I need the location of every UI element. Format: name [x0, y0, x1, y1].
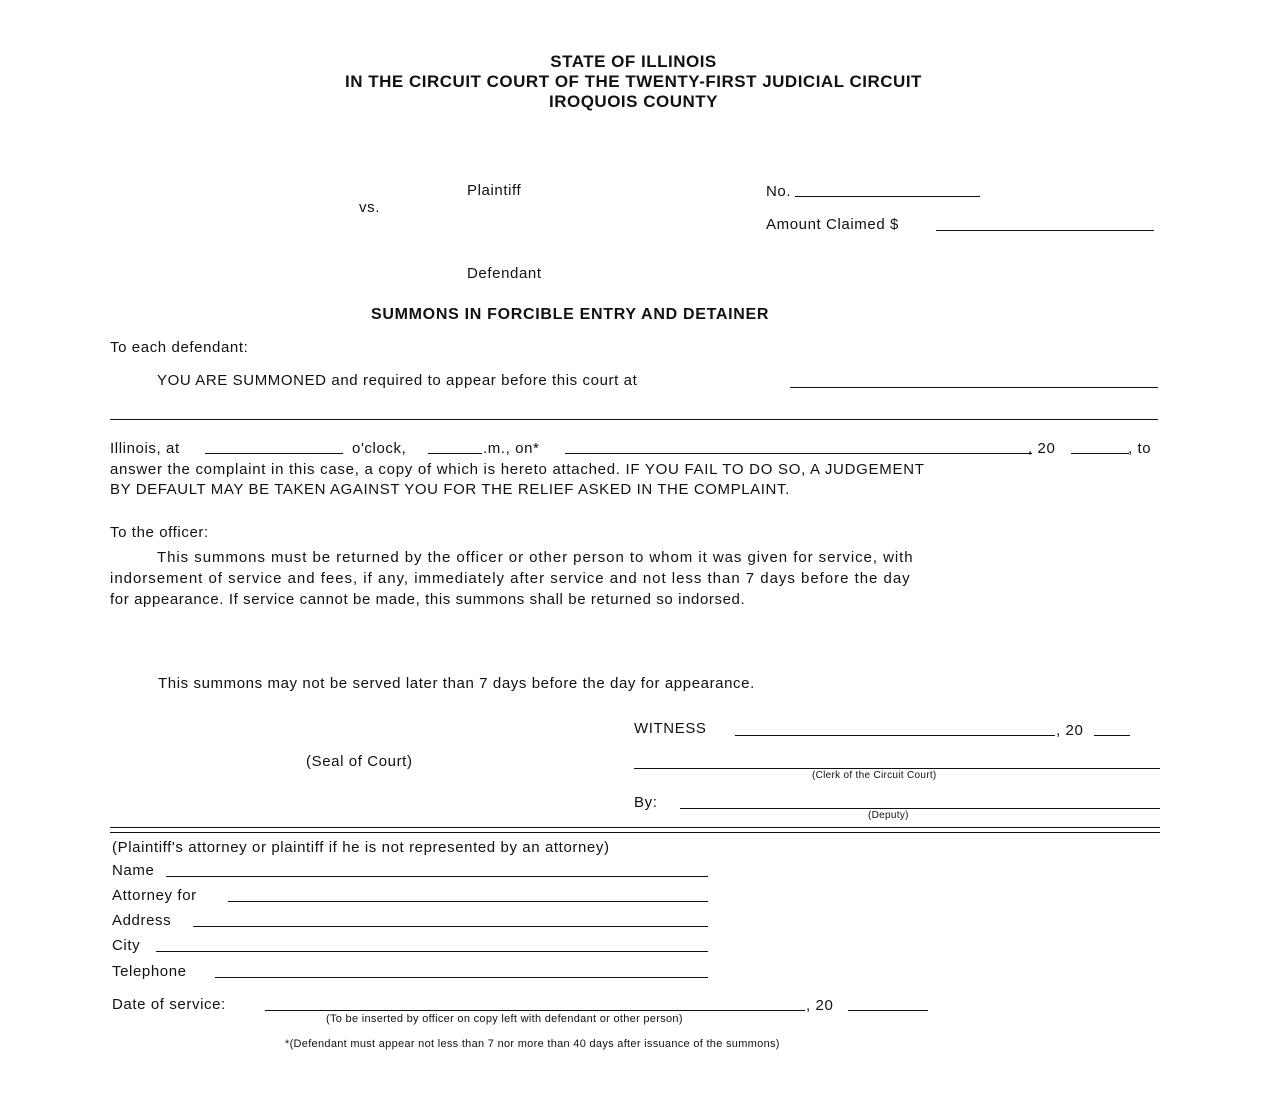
clerk-caption: (Clerk of the Circuit Court): [812, 770, 937, 781]
summoned-text: YOU ARE SUMMONED and required to appear before this court at: [157, 372, 638, 389]
service-note: (To be inserted by officer on copy left with defendant or other person): [326, 1013, 683, 1025]
vs-label: vs.: [359, 199, 380, 216]
header-state: STATE OF ILLINOIS: [550, 52, 717, 71]
date-of-service-field[interactable]: [265, 1010, 805, 1011]
appearance-date-field[interactable]: [565, 453, 1032, 454]
appearance-hour-field[interactable]: [205, 453, 343, 454]
divider-rule-bottom: [110, 832, 1160, 833]
witness-date-field[interactable]: [735, 735, 1055, 736]
attorney-name-label: Name: [112, 862, 155, 879]
appearance-year-field[interactable]: [1071, 453, 1129, 454]
amount-claimed-label: Amount Claimed $: [766, 216, 899, 233]
plaintiff-label: Plaintiff: [467, 182, 522, 199]
amount-claimed-field[interactable]: [936, 230, 1154, 231]
court-address-field[interactable]: [110, 419, 1158, 420]
case-number-field[interactable]: [795, 196, 980, 197]
by-label: By:: [634, 794, 658, 811]
to-defendant-label: To each defendant:: [110, 339, 249, 356]
divider-rule-top: [110, 827, 1160, 828]
to-label: , to: [1128, 440, 1152, 457]
attorney-telephone-label: Telephone: [112, 963, 187, 980]
witness-label: WITNESS: [634, 720, 707, 737]
case-number-label: No.: [766, 183, 792, 200]
header-court: IN THE CIRCUIT COURT OF THE TWENTY-FIRST JUDICIAL CIRCUIT: [345, 72, 922, 91]
m-on-label: .m., on*: [483, 440, 540, 457]
to-officer-label: To the officer:: [110, 524, 209, 541]
answer-text-line2: BY DEFAULT MAY BE TAKEN AGAINST YOU FOR THE RELIEF ASKED IN THE COMPLAINT.: [110, 481, 790, 498]
header-county: IROQUOIS COUNTY: [548, 92, 718, 111]
deputy-caption: (Deputy): [868, 810, 909, 821]
attorney-name-field[interactable]: [166, 876, 708, 877]
witness-year-prefix: , 20: [1056, 722, 1084, 739]
attorney-heading: (Plaintiff's attorney or plaintiff if he is not represented by an attorney): [112, 839, 610, 856]
service-year-prefix: , 20: [806, 997, 834, 1014]
clerk-signature-field[interactable]: [634, 768, 1160, 769]
service-year-field[interactable]: [848, 1010, 928, 1011]
officer-text-line2: indorsement of service and fees, if any, immediately after service and not less than 7 days before the day: [110, 570, 911, 587]
oclock-label: o'clock,: [352, 440, 407, 457]
attorney-address-field[interactable]: [193, 926, 708, 927]
witness-year-field[interactable]: [1094, 735, 1130, 736]
document-title: SUMMONS IN FORCIBLE ENTRY AND DETAINER: [371, 306, 770, 323]
footnote: *(Defendant must appear not less than 7 nor more than 40 days after issuance of the summons): [285, 1038, 780, 1050]
officer-text-line3: for appearance. If service cannot be made, this summons shall be returned so indorsed.: [110, 591, 746, 608]
illinois-at-label: Illinois, at: [110, 440, 180, 457]
court-location-field[interactable]: [790, 387, 1158, 388]
attorney-telephone-field[interactable]: [215, 977, 708, 978]
answer-text-line1: answer the complaint in this case, a copy of which is hereto attached. IF YOU FAIL TO DO SO, A JUDGEMENT: [110, 461, 925, 478]
date-of-service-label: Date of service:: [112, 996, 226, 1013]
attorney-address-label: Address: [112, 912, 172, 929]
defendant-label: Defendant: [467, 265, 542, 282]
am-pm-field[interactable]: [428, 453, 482, 454]
attorney-for-field[interactable]: [228, 901, 708, 902]
officer-text-line1: This summons must be returned by the officer or other person to whom it was given for service, with: [157, 549, 914, 566]
deputy-signature-field[interactable]: [680, 808, 1160, 809]
year-prefix-label: , 20: [1028, 440, 1056, 457]
service-limit-text: This summons may not be served later than 7 days before the day for appearance.: [158, 675, 755, 692]
attorney-city-label: City: [112, 937, 141, 954]
attorney-for-label: Attorney for: [112, 887, 197, 904]
attorney-city-field[interactable]: [156, 951, 708, 952]
seal-of-court-label: (Seal of Court): [306, 753, 413, 770]
